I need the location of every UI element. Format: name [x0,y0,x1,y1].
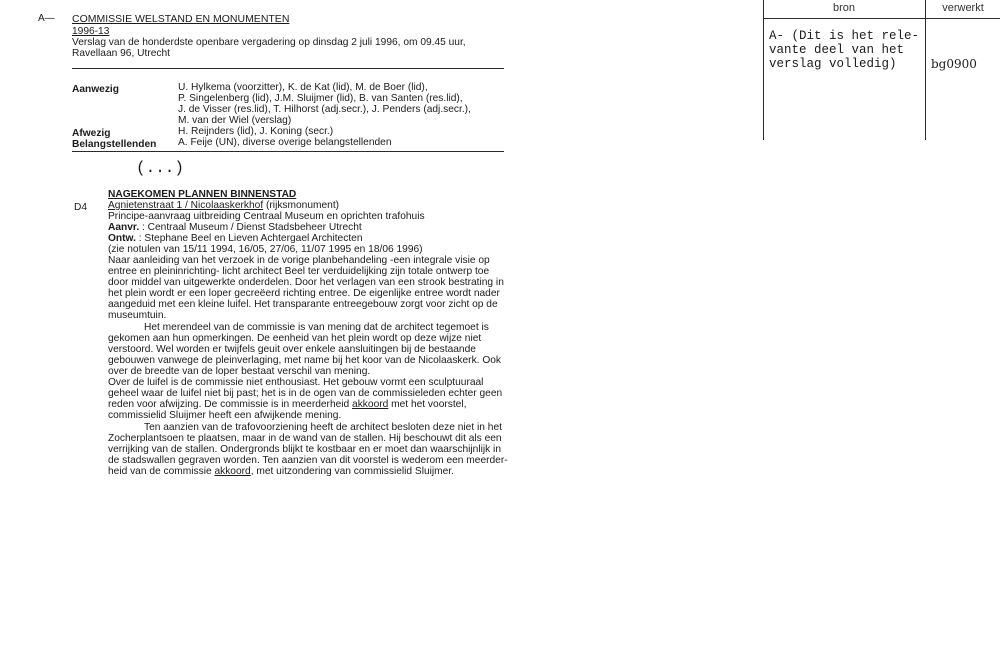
afwezig-text: H. Reijnders (lid), J. Koning (secr.) [178,126,334,137]
para1-line-4: het plein wordt er een loper gecreëerd richting entree. De eigenlijke entree wordt nader [108,288,500,299]
item-code: D4 [74,202,88,213]
para2-line-8-tail: met het voorstel, [388,399,467,410]
akkoord-underlined-2: akkoord [214,466,251,477]
meeting-description: Verslag van de honderdste openbare vergadering op dinsdag 2 juli 1996, om 09.45 uur, [72,37,466,48]
column-header-bron: bron [832,2,856,14]
para1-line-1: Naar aanleiding van het verzoek in de vorige planbehandeling -een integrale visie op [108,255,490,266]
para3-line-5 [108,466,454,478]
verwerkt-value: bg0900 [931,57,977,71]
belangstellenden-text: A. Feije (UN), diverse overige belangstellenden [178,137,392,148]
meeting-number: 1996-13 [72,26,110,37]
akkoord-underlined: akkoord [352,399,389,410]
para3-line-4: de stadswallen gegraven worden. Ten aanzien van dit voorstel is wederom een meerder- [108,455,508,466]
ontw-value: : Stephane Beel en Lieven Achtergael Architecten [138,233,363,244]
aanvr-label: Aanvr. [108,222,140,233]
para1-line-2: entree en pleininrichting- licht architect Beel ter verduidelijking zijn totale ontwerp toe [108,266,490,277]
para2-line-1: Het merendeel van de commissie is van mening dat de architect tegemoet is [144,322,489,333]
para2-line-8-text: reden voor afwijzing. De commissie is in meerderheid [108,399,350,410]
para3-line-1: Ten aanzien van de trafovoorziening heeft de architect besloten deze niet in het [144,422,502,433]
para2-line-3: verstoord. Wel worden er twijfels geuit over enkele aansluitingen bij de bestaande [108,344,476,355]
para1-line-6: museumtuin. [108,310,167,321]
para1-line-5: aangeduid met een kleine luifel. Het transparante entreegebouw zorgt voor zicht op de [108,299,498,310]
margin-marker: A— [38,13,55,24]
para2-line-9: commissielid Sluijmer heeft een afwijkende mening. [108,410,342,421]
belangstellenden-label: Belangstellenden [72,139,157,150]
para2-line-6: Over de luifel is de commissie niet enthousiast. Het gebouw vormt een sculptuuraal [108,377,484,388]
document-title: COMMISSIE WELSTAND EN MONUMENTEN [72,13,290,25]
bron-line-1: A- (Dit is het rele- [769,29,920,43]
para3-line-3: verrijking van de stallen. Ondergronds blijkt te kostbaar en er moet dan waarschijnlijk in [108,444,501,455]
item-subject: Principe-aanvraag uitbreiding Centraal Museum en oprichten trafohuis [108,211,425,222]
aanvr-value: : Centraal Museum / Dienst Stadsbeheer Utrecht [142,222,362,233]
para3-line-2: Zocherplantsoen te plaatsen, maar in de wand van de stallen. Hij beschouwt dit als een [108,433,502,444]
para3-line-5-post: , met uitzondering van commissielid Sluijmer. [250,466,454,477]
notulen-reference: (zie notulen van 15/11 1994, 16/05, 27/06, 11/07 1995 en 18/06 1996) [108,244,423,255]
aanwezig-line-2: P. Singelenberg (lid), J.M. Sluijmer (lid), B. van Santen (res.lid), [178,93,463,104]
aanwezig-line-1: U. Hylkema (voorzitter), K. de Kat (lid), M. de Boer (lid), [178,82,428,93]
location-link: Agnietenstraat 1 / Nicolaaskerkhof [108,200,264,211]
column-header-verwerkt: verwerkt [942,2,984,14]
section-title: NAGEKOMEN PLANNEN BINNENSTAD [108,189,297,200]
para1-line-3: door middel van uitgewerkte onderdelen. Door het verlagen van een strook bestrating in [108,277,504,288]
omitted-text-marker: (...) [136,159,185,177]
aanwezig-line-3: J. de Visser (res.lid), T. Hilhorst (adj.secr.), J. Penders (adj.secr.), [178,104,471,115]
table-border-middle [925,0,926,140]
para3-line-5-pre: heid van de commissie [108,466,215,477]
para2-line-7: geheel waar de luifel niet bij past; het is in de ogen van de commissieleden echter geen [108,388,503,399]
location-note: (rijksmonument) [266,200,340,211]
para2-line-5: over de breedte van de loper bestaat verschil van mening. [108,366,371,377]
table-header-divider [763,18,1000,19]
para2-line-4: gebouwen vanwege de pleinverlaging, met name bij het koor van de Nicolaaskerk. Ook [108,355,502,366]
afwezig-label: Afwezig [72,128,111,139]
bron-line-2: vante deel van het [769,43,905,57]
ontw-label: Ontw. [108,233,136,244]
bron-line-3: verslag volledig) [769,57,897,71]
aanwezig-label: Aanwezig [72,84,119,95]
table-border-left [763,0,764,140]
aanwezig-line-4: M. van der Wiel (verslag) [178,115,292,126]
para2-line-2: gekomen aan hun opmerkingen. De eenheid van het plein wordt op deze wijze niet [108,333,482,344]
attendance-divider [72,151,504,152]
header-divider [72,68,504,69]
meeting-address: Ravellaan 96, Utrecht [72,48,170,59]
